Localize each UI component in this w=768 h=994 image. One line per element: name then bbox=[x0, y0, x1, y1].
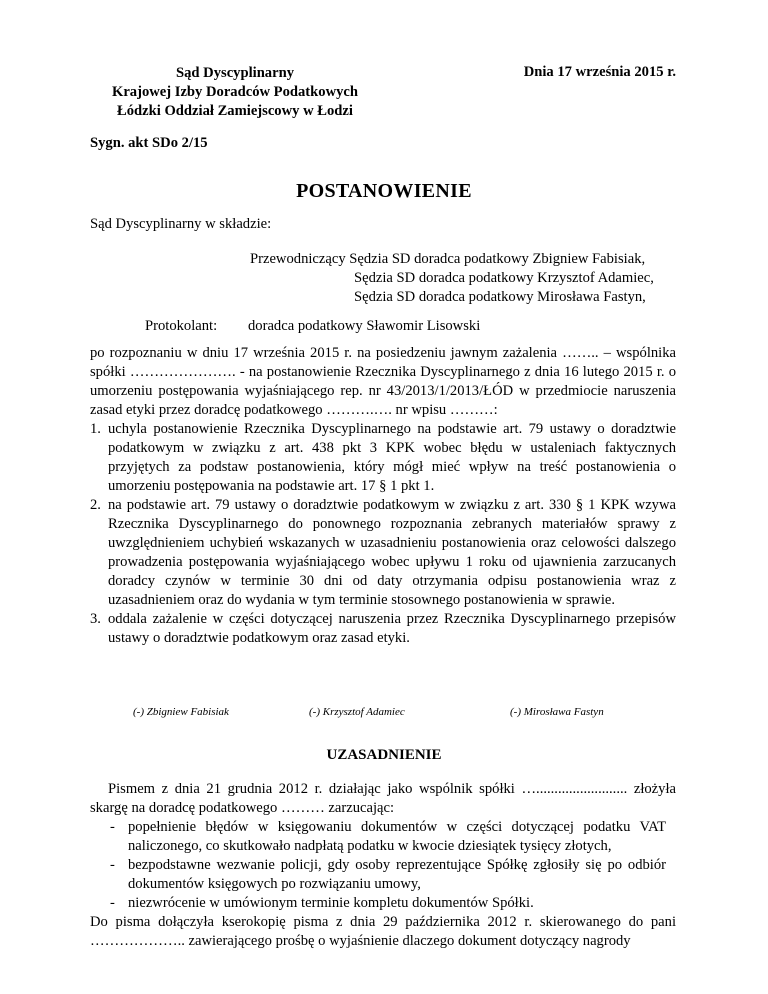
court-name-line: Krajowej Izby Doradców Podatkowych bbox=[111, 84, 359, 100]
composition-intro: Sąd Dyscyplinarny w składzie: bbox=[90, 216, 272, 232]
signature: (-) Zbigniew Fabisiak bbox=[133, 706, 229, 718]
justification-title: UZASADNIENIE bbox=[326, 747, 442, 763]
decision-text: na podstawie art. 79 ustawy o doradztwie podatkowym w związku z art. 330 § 1 KPK wzywa Rzecznika Dyscyplinarnego do ponownego rozpoznania zebranych materiałów sprawy z uwzględnieniem uchybień wskazanych w uzasadnieniu postanowienia oraz celowości dalszego prowadzenia postępowania wyjaśniającego wobec upływu 1 roku od ujawnienia zarzucanych doradcy czynów w terminie 30 dni od daty otrzymania odpisu postanowienia wraz z uzasadnieniem oraz do wydania w tym terminie stosownego postanowienia w sprawie. bbox=[108, 497, 676, 608]
decision-text: oddala zażalenie w części dotyczącej naruszenia przez Rzecznika Dyscyplinarnego przepisów ustawy o doradztwie podatkowym oraz zasad etyki. bbox=[108, 611, 676, 646]
decision-item bbox=[90, 610, 676, 648]
charge-item: - bezpodstawne wezwanie policji, gdy osoby reprezentujące Spółkę zgłosiły się po odbiór dokumentów księgowych po rozwiązaniu umowy, bbox=[110, 857, 666, 892]
signature: (-) Mirosława Fastyn bbox=[510, 706, 604, 718]
recorder-name: doradca podatkowy Sławomir Lisowski bbox=[248, 318, 481, 334]
ruling-body bbox=[90, 344, 676, 648]
justification-opening: Pismem z dnia 21 grudnia 2012 r. działając jako wspólnik spółki …......................... złożyła skargę na doradcę podatkowego ……… zarzucając: bbox=[90, 781, 676, 816]
judge-line: Przewodniczący Sędzia SD doradca podatkowy Zbigniew Fabisiak, bbox=[250, 251, 646, 267]
decision-item bbox=[90, 420, 676, 496]
charge-item: - popełnienie błędów w księgowaniu dokumentów w części dotyczącej podatku VAT naliczonego, co skutkowało nadpłatą podatku w kwocie dziesiątek tysięcy złotych, bbox=[110, 819, 666, 854]
judge-line: Sędzia SD doradca podatkowy Krzysztof Adamiec, bbox=[354, 270, 654, 286]
decision-number: 1. bbox=[90, 421, 101, 437]
justification-body bbox=[90, 780, 676, 951]
judges-list bbox=[250, 250, 654, 307]
document-title: POSTANOWIENIE bbox=[296, 180, 472, 202]
intro-paragraph: po rozpoznaniu w dniu 17 września 2015 r. na posiedzeniu jawnym zażalenia …….. – wspólnika spółki …………………. - na postanowienie Rzecznika Dyscyplinarnego z dnia 16 lutego 2015 r. o umorzeniu postępowania wyjaśniającego rep. nr 43/2013/1/2013/ŁÓD w przedmiocie naruszenia zasad etyki przez doradcę podatkowego ……….…. nr wpisu ………: bbox=[90, 345, 676, 418]
decision-item bbox=[90, 496, 676, 610]
judge-line: Sędzia SD doradca podatkowy Mirosława Fastyn, bbox=[354, 289, 646, 305]
charge-text: bezpodstawne wezwanie policji, gdy osoby reprezentujące Spółkę zgłosiły się po odbiór dokumentów księgowych po rozwiązaniu umowy, bbox=[128, 857, 666, 892]
decision-text: uchyla postanowienie Rzecznika Dyscyplinarnego na podstawie art. 79 ustawy o doradztwie podatkowym w związku z art. 438 pkt 3 KPK wobec błędu w ustaleniach faktycznych przyjętych za podstaw postanowienia, który mógł mieć wpływ na treść postanowienia o umorzeniu postępowania na podstawie art. 17 § 1 pkt 1. bbox=[108, 421, 676, 494]
document-date: Dnia 17 września 2015 r. bbox=[523, 64, 676, 80]
case-reference: Sygn. akt SDo 2/15 bbox=[90, 135, 208, 151]
court-header bbox=[90, 64, 380, 121]
charges-list bbox=[90, 818, 676, 913]
court-name-line: Łódzki Oddział Zamiejscowy w Łodzi bbox=[117, 103, 353, 119]
decisions-list bbox=[90, 420, 676, 648]
recorder-label: Protokolant: bbox=[145, 318, 218, 334]
charge-text: niezwrócenie w umówionym terminie kompletu dokumentów Spółki. bbox=[128, 895, 534, 911]
charge-text: popełnienie błędów w księgowaniu dokumentów w części dotyczącej podatku VAT naliczonego, co skutkowało nadpłatą podatku w kwocie dziesiątek tysięcy złotych, bbox=[128, 819, 666, 854]
signature: (-) Krzysztof Adamiec bbox=[309, 706, 405, 718]
charge-item: - niezwrócenie w umówionym terminie kompletu dokumentów Spółki. bbox=[110, 895, 534, 911]
court-name-line: Sąd Dyscyplinarny bbox=[176, 65, 294, 81]
decision-number: 2. bbox=[90, 497, 101, 513]
decision-number: 3. bbox=[90, 611, 101, 627]
justification-closing: Do pisma dołączyła kserokopię pisma z dnia 29 października 2012 r. skierowanego do pani ……………….. zawierającego prośbę o wyjaśnienie dlaczego dokument dotyczący nagrody bbox=[90, 914, 676, 949]
recorder-line bbox=[145, 318, 480, 335]
